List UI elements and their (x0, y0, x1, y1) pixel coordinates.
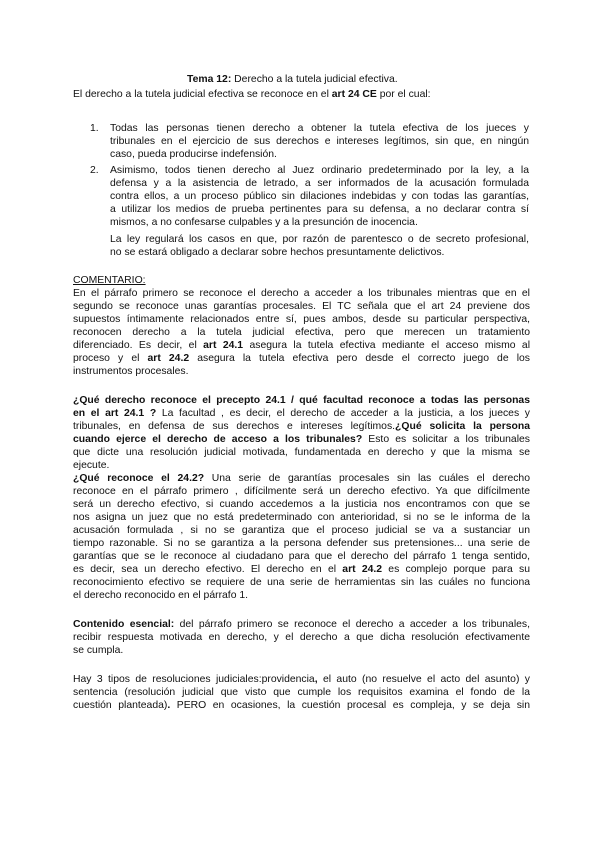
title-label: Tema 12: (187, 74, 232, 85)
q2-line: reconoce en el párrafo primero , difícilmente será un derecho efectivo. Ya que difícilmente (73, 486, 530, 497)
q2-line: acusación formulada , si no se garantiza que el proceso judicial se va a sustanciar un (73, 525, 530, 536)
tipos-comma: , (314, 674, 318, 685)
q2-article: art 24.2 (342, 564, 383, 575)
tipos-line: sentencia (resolución judicial que visto que cumple los requisitos examina el fondo de la (73, 687, 530, 698)
tipos-period: . (167, 700, 171, 711)
tipos-text: el auto (no resuelve el acto del asunto) y (317, 674, 530, 685)
q1-text: Esto es solicitar a los tribunales (362, 434, 530, 445)
list-item-2-line: no se estará obligado a declarar sobre hechos presuntamente delictivos. (110, 247, 445, 258)
comentario-line: En el párrafo primero se reconoce el derecho a acceder a los tribunales mientras que en el (73, 288, 530, 299)
contenido-line (73, 618, 530, 631)
list-item-2-line: defensa y a la asistencia de letrado, a ser informados de la acusación formulada (110, 178, 529, 189)
list-item-2-line: a utilizar los medios de prueba pertinentes para su defensa, a no declarar contra sí (110, 204, 529, 215)
contenido-line: recibir respuesta motivada en derecho, y el derecho a que dicha resolución efectivamente (73, 632, 530, 643)
comentario-text: asegura la tutela efectiva pero desde el correcto juego de los (189, 353, 530, 364)
q2-text: Una serie de garantías procesales sin las cuáles el derecho (204, 473, 530, 484)
q1-line (73, 433, 530, 446)
list-number-2: 2. (90, 165, 99, 176)
comentario-heading (73, 274, 146, 287)
q2-line (73, 563, 530, 576)
q2-line: garantías que se le reconoce al ciudadano para que el derecho del párrafo 1 tenga sentido, (73, 551, 530, 562)
q2-line: el derecho reconocido en el párrafo 1. (73, 590, 249, 601)
intro-text: El derecho a la tutela judicial efectiva se reconoce en el (73, 89, 332, 100)
comentario-article: art 24.1 (203, 340, 244, 351)
comentario-line: reconocen derecho a la tutela judicial efectiva, pero que merecen un tratamiento (73, 327, 530, 338)
q1-question: cuando ejerce el derecho de acceso a los tribunales? (73, 434, 363, 445)
comentario-line (73, 339, 530, 352)
list-item-1-line: Todas las personas tienen derecho a obtener la tutela efectiva de los jueces y (110, 123, 529, 134)
q2-line (73, 472, 530, 485)
comentario-line (73, 352, 530, 365)
q1-question: en el art 24.1 ? (73, 408, 157, 419)
comentario-line: instrumentos procesales. (73, 366, 189, 377)
q1-line (73, 394, 530, 407)
tipos-line (73, 673, 530, 686)
page-title (187, 73, 398, 86)
tipos-text: cuestión planteada) (73, 700, 168, 711)
list-item-2-line: mismos, a no confesarse culpables y a la presunción de inocencia. (110, 217, 418, 228)
q1-text: tribunales, en defensa de sus derechos e intereses legítimos. (73, 421, 396, 432)
contenido-text: del párrafo primero se reconoce el derecho a acceder a los tribunales, (174, 619, 530, 630)
q2-question: ¿Qué reconoce el 24.2? (73, 473, 205, 484)
tipos-line (73, 699, 530, 712)
contenido-line: se cumpla. (73, 645, 124, 656)
list-number-1: 1. (90, 123, 99, 134)
comentario-text: diferenciado. Es decir, el (73, 340, 204, 351)
q2-text: es decir, sea un derecho efectivo. El derecho en el (73, 564, 343, 575)
list-item-2-line: Asimismo, todos tienen derecho al Juez ordinario predeterminado por la ley, a la (110, 165, 529, 176)
comentario-line: supuestos íntimamente relacionados entre sí, pues ambos, desde su particular perspectiva, (73, 314, 530, 325)
tipos-text: Hay 3 tipos de resoluciones judiciales:providencia (73, 674, 315, 685)
comentario-heading-text: COMENTARIO: (73, 275, 146, 286)
q1-line (73, 420, 530, 433)
comentario-text: proceso y el (73, 353, 148, 364)
q1-text: La facultad , es decir, el derecho de acceder a la justicia, a los jueces y (156, 408, 530, 419)
q1-question: ¿Qué solicita la persona (395, 421, 530, 432)
list-item-2-line: contra ellos, a un proceso público sin dilaciones indebidas y con todas las garantías, (110, 191, 529, 202)
intro-text-end: por el cual: (376, 89, 431, 100)
q2-line: tiempo razonable. Si no se garantiza a la persona defender sus pretensiones... una serie de (73, 538, 530, 549)
intro-article: art 24 CE (331, 89, 377, 100)
list-item-1-line: tribunales en el ejercicio de sus derechos e intereses legítimos, sin que, en ningún (110, 136, 529, 147)
title-text: Derecho a la tutela judicial efectiva. (231, 74, 398, 85)
q2-text: es complejo porque para su (382, 564, 530, 575)
contenido-label: Contenido esencial: (73, 619, 175, 630)
q1-question: ¿Qué derecho reconoce el precepto 24.1 / qué facultad reconoce a todas las personas (73, 395, 530, 406)
comentario-article: art 24.2 (147, 353, 190, 364)
q1-line: ejecute. (73, 460, 110, 471)
q1-line: que dicte una resolución judicial motivada, fundamentada en derecho y que la misma se (73, 447, 530, 458)
list-item-1-line: caso, pueda producirse indefensión. (110, 149, 277, 160)
q2-line: nos asigna un juez que no está predeterminado con anterioridad, si no se le informa de la (73, 512, 530, 523)
intro-line (73, 88, 431, 101)
comentario-line: segundo se reconoce unas garantías procesales. El TC señala que el art 24 previene dos (73, 301, 530, 312)
comentario-text: asegura la tutela efectiva mediante el acceso mismo al (243, 340, 530, 351)
q2-line: será un derecho efectivo, si cuando accedemos a la justicia nos encontramos con que se (73, 499, 530, 510)
q1-line (73, 407, 530, 420)
tipos-text: PERO en ocasiones, la cuestión procesal es compleja, y se deja sin (170, 700, 530, 711)
q2-line: reconocimiento efectivo se requiere de una serie de herramientas sin las cuáles no funciona (73, 577, 530, 588)
list-item-2-line: La ley regulará los casos en que, por razón de parentesco o de secreto profesional, (110, 234, 529, 245)
